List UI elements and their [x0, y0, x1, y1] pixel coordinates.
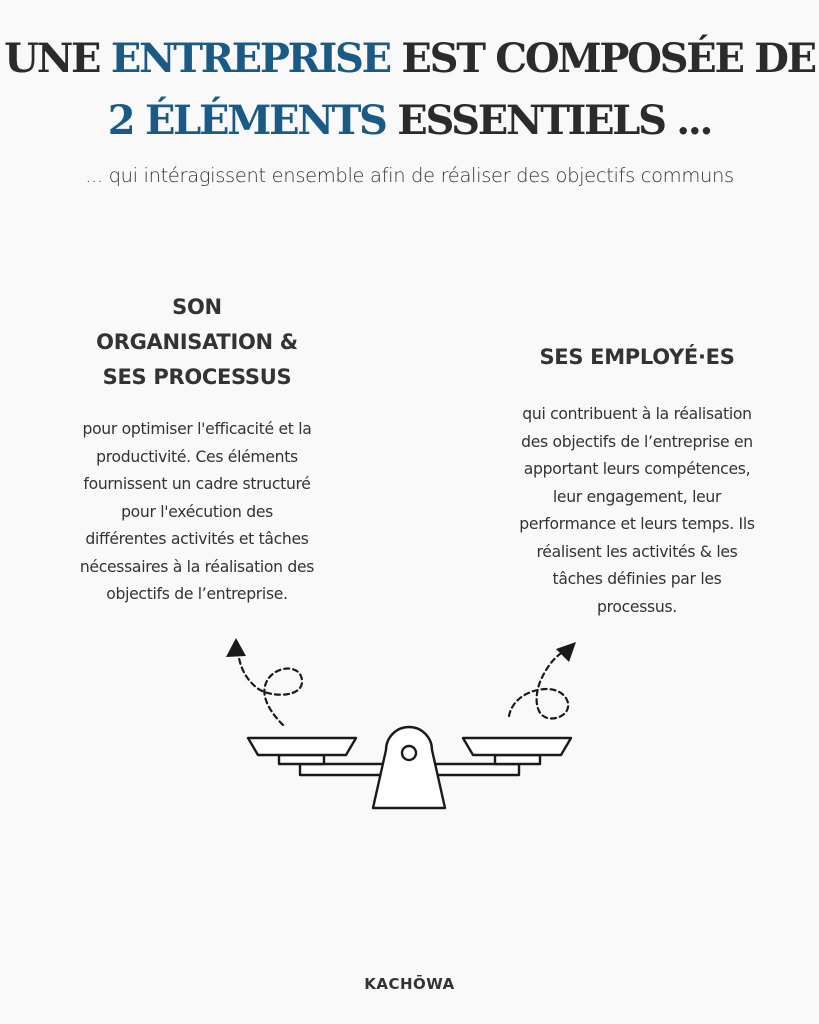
scale-left-tray — [248, 738, 356, 755]
left-body-text — [40, 416, 354, 609]
right-body-line: qui contribuent à la réalisation — [522, 405, 752, 423]
title-line-1-prefix: UNE — [4, 35, 111, 82]
right-body-text — [484, 401, 790, 621]
left-body-line: fournissent un cadre structuré — [83, 475, 311, 493]
title-line-2-suffix: ESSENTIELS ... — [385, 97, 712, 144]
left-heading — [60, 290, 334, 395]
balance-scale-icon — [248, 727, 571, 808]
left-body-line: objectifs de l’entreprise. — [106, 585, 288, 603]
title-line-1-suffix: EST COMPOSÉE DE — [389, 35, 815, 82]
left-body-line: nécessaires à la réalisation des — [79, 557, 315, 576]
right-body-line: apportant leurs compétences, — [523, 460, 751, 478]
balance-scale-illustration — [0, 620, 819, 820]
right-body-line: tâches définies par les — [552, 570, 722, 588]
right-dashed-arrow-icon — [509, 642, 576, 718]
left-body-line: productivité. Ces éléments — [96, 447, 298, 466]
right-body-line: des objectifs de l’entreprise en — [521, 432, 753, 451]
scale-pivot — [402, 746, 416, 760]
title-accent-entreprise: ENTREPRISE — [110, 35, 390, 82]
left-heading-line: SON — [172, 295, 222, 319]
right-body-line: processus. — [597, 597, 677, 616]
scale-right-support — [495, 755, 540, 764]
left-body-line: pour optimiser l'efficacité et la — [82, 420, 312, 438]
left-heading-line: SES PROCESSUS — [102, 365, 292, 389]
title-accent-elements: 2 ÉLÉMENTS — [107, 97, 386, 144]
left-dashed-arrow-icon — [226, 638, 302, 725]
title-line-2 — [0, 97, 819, 144]
right-body-line: performance et leurs temps. Ils — [519, 515, 755, 533]
right-heading — [484, 340, 790, 375]
title-line-1 — [0, 35, 819, 82]
right-heading-line: SES EMPLOYÉ·ES — [539, 345, 735, 369]
left-body-line: différentes activités et tâches — [85, 530, 309, 548]
left-body-line: pour l'exécution des — [121, 502, 273, 521]
right-body-line: leur engagement, leur — [552, 487, 722, 506]
scale-right-tray — [463, 738, 571, 755]
left-heading-line: ORGANISATION & — [96, 330, 298, 354]
scale-left-support — [279, 755, 324, 764]
scale-pillar — [373, 727, 445, 808]
subtitle: ... qui intéragissent ensemble afin de réaliser des objectifs communs — [85, 164, 734, 187]
right-body-line: réalisent les activités & les — [536, 542, 738, 561]
brand-logo: KACHŌWA — [364, 975, 455, 993]
